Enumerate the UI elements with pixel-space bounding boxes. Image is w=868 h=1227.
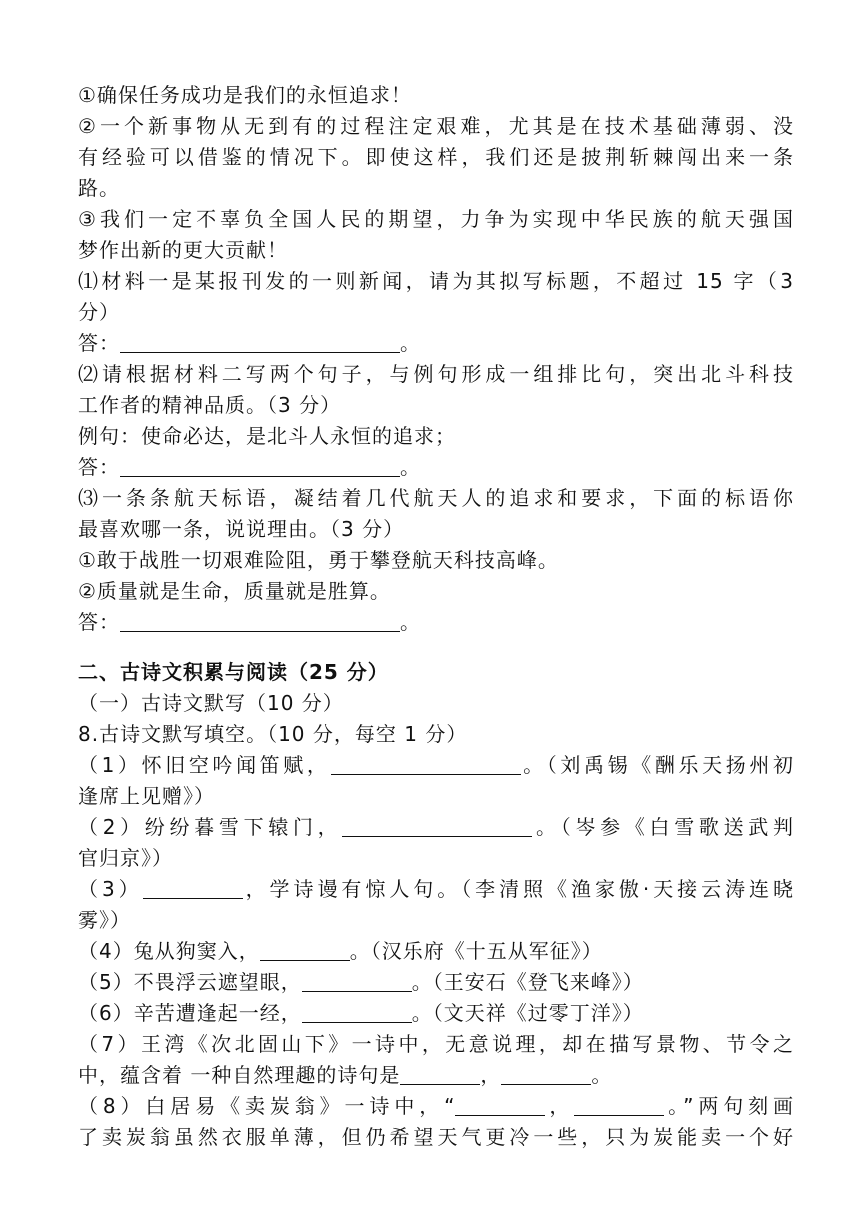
- fill-blank[interactable]: [455, 1095, 545, 1116]
- text-line: 逢席上见赠》）: [78, 784, 215, 808]
- poem-item-2: （2）纷纷暮雪下辕门， 。（岑参《白雪歌送武判: [78, 815, 794, 839]
- fill-blank[interactable]: [574, 1095, 664, 1116]
- fill-blank[interactable]: [331, 754, 521, 775]
- example-sentence: 例句：使命必达，是北斗人永恒的追求；: [78, 424, 456, 448]
- text-line: 梦作出新的更大贡献！: [78, 238, 288, 262]
- text-line: 官归京》）: [78, 846, 173, 870]
- slogan-1: ①敢于战胜一切艰难险阻，勇于攀登航天科技高峰。: [78, 548, 559, 572]
- text-line: 最喜欢哪一条，说说理由。（3 分）: [78, 517, 405, 541]
- text-line: 有经验可以借鉴的情况下。即使这样，我们还是披荆斩棘闯出来一条: [78, 145, 794, 169]
- poem-item-8: （8）白居易《卖炭翁》一诗中，“ ， 。”两句刻画: [78, 1094, 794, 1118]
- question-2: ⑵请根据材料二写两个句子，与例句形成一组排比句，突出北斗科技: [78, 362, 794, 386]
- answer-label: 答：: [78, 455, 120, 479]
- fill-blank[interactable]: [342, 816, 532, 837]
- text-line: ①确保任务成功是我们的永恒追求！: [78, 83, 412, 107]
- poem-item-6: （6）辛苦遭逢起一经， 。（文天祥《过零丁洋》）: [78, 1001, 644, 1025]
- text-line: ②一个新事物从无到有的过程注定艰难，尤其是在技术基础薄弱、没: [78, 114, 794, 138]
- poem-item-4: （4）兔从狗窦入， 。（汉乐府《十五从军征》）: [78, 939, 603, 963]
- fill-blank[interactable]: [143, 878, 243, 899]
- section-title: 二、古诗文积累与阅读（25 分）: [78, 660, 389, 684]
- text-line: 工作者的精神品质。（3 分）: [78, 393, 342, 417]
- fill-blank[interactable]: [260, 940, 350, 961]
- answer-line-1: 答： 。: [78, 331, 421, 355]
- text-line: 分）: [78, 300, 120, 324]
- question-8: 8.古诗文默写填空。（10 分，每空 1 分）: [78, 722, 468, 746]
- text-line: 路。: [78, 176, 120, 200]
- answer-line-3: 答： 。: [78, 610, 421, 634]
- text-line: 了卖炭翁虽然衣服单薄，但仍希望天气更冷一些，只为炭能卖一个好: [78, 1125, 794, 1149]
- question-3: ⑶一条条航天标语，凝结着几代航天人的追求和要求，下面的标语你: [78, 486, 794, 510]
- fill-blank[interactable]: [302, 971, 412, 992]
- fill-blank[interactable]: [400, 1064, 480, 1085]
- slogan-2: ②质量就是生命，质量就是胜算。: [78, 579, 391, 603]
- poem-item-7: （7）王湾《次北固山下》一诗中，无意说理，却在描写景物、节令之: [78, 1032, 794, 1056]
- answer-line-2: 答： 。: [78, 455, 421, 479]
- question-1: ⑴材料一是某报刊发的一则新闻，请为其拟写标题，不超过 15 字（3: [78, 269, 794, 293]
- text-line: 中，蕴含着 一种自然理趣的诗句是 ， 。: [78, 1063, 613, 1087]
- fill-blank[interactable]: [501, 1064, 591, 1085]
- spacer: [78, 638, 794, 657]
- text-line: 雾》）: [78, 908, 131, 932]
- answer-label: 答：: [78, 610, 120, 634]
- poem-item-5: （5）不畏浮云遮望眼， 。（王安石《登飞来峰》）: [78, 970, 644, 994]
- sub-title: （一）古诗文默写（10 分）: [78, 691, 344, 715]
- answer-blank[interactable]: [120, 611, 400, 632]
- answer-blank[interactable]: [120, 456, 400, 477]
- poem-item-3: （3） ，学诗谩有惊人句。（李清照《渔家傲·天接云涛连晓: [78, 877, 794, 901]
- poem-item-1: （1）怀旧空吟闻笛赋， 。（刘禹锡《酬乐天扬州初: [78, 753, 794, 777]
- answer-blank[interactable]: [120, 332, 400, 353]
- answer-label: 答：: [78, 331, 120, 355]
- text-line: ③我们一定不辜负全国人民的期望，力争为实现中华民族的航天强国: [78, 207, 794, 231]
- fill-blank[interactable]: [302, 1002, 412, 1023]
